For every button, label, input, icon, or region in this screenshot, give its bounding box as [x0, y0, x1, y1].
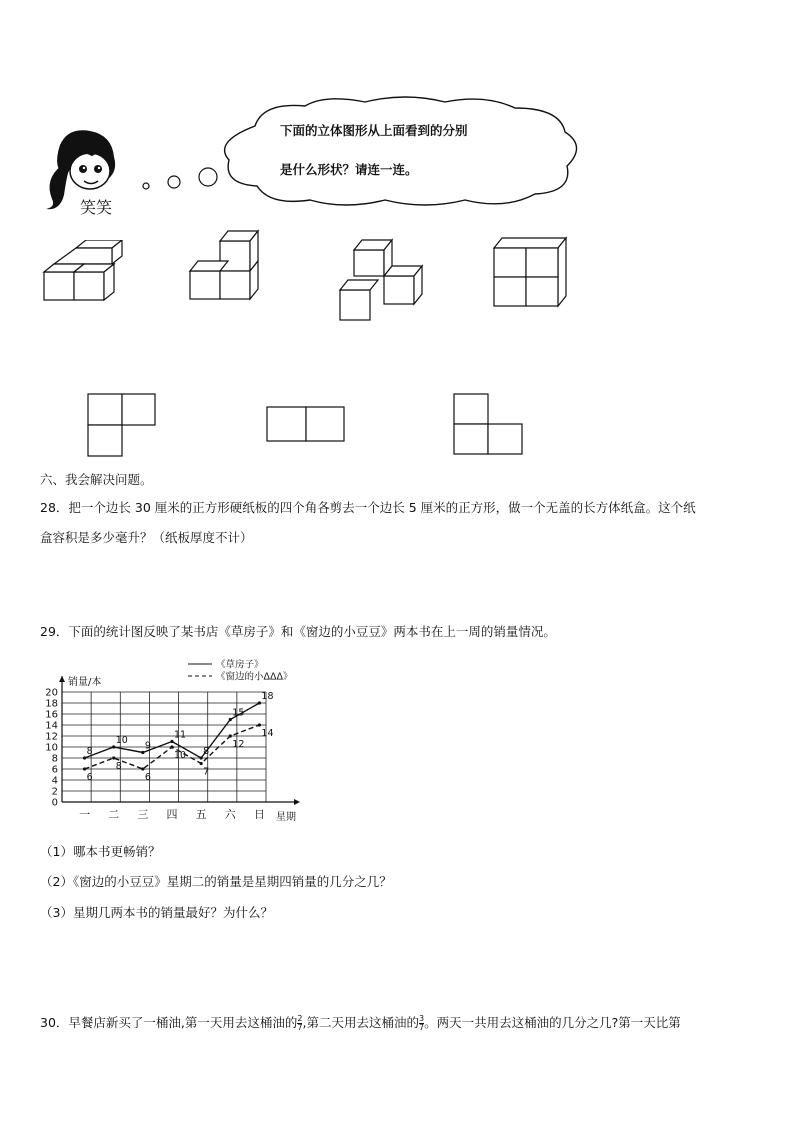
data-label: 11	[174, 729, 187, 741]
data-label: 9	[144, 740, 151, 752]
q30-frac2-num: 3	[418, 1014, 425, 1023]
q29-sub-1: （1）哪本书更畅销？	[40, 844, 161, 859]
y-tick-label: 8	[51, 753, 58, 765]
q30-part-2: ,第二天用去这桶油的	[302, 1015, 419, 1030]
data-point	[112, 756, 115, 759]
q30-frac2-den: 7	[418, 1023, 425, 1032]
data-label: 18	[261, 691, 274, 702]
character-label: 笑笑	[80, 198, 113, 217]
legend-label: 《草房子》	[216, 659, 264, 671]
data-point	[83, 767, 86, 770]
data-label: 6	[86, 772, 93, 783]
data-label: 15	[232, 707, 245, 719]
y-tick-label: 10	[45, 742, 58, 754]
data-label: 8	[203, 746, 210, 757]
x-tick-label: 二	[108, 808, 120, 821]
q28-line-2: 盒容积是多少毫升？（纸板厚度不计）	[40, 530, 253, 545]
speech-line-2: 是什么形状？请连一连。	[280, 162, 418, 177]
y-tick-label: 18	[45, 698, 58, 710]
data-label: 12	[232, 739, 245, 750]
data-label: 14	[261, 728, 274, 739]
y-axis-label: 销量/本	[68, 677, 102, 688]
q29-sub-3: （3）星期几两本书的销量最好？为什么？	[40, 905, 273, 920]
data-label: 7	[203, 766, 210, 778]
y-tick-label: 16	[45, 709, 58, 721]
x-tick-label: 六	[224, 808, 236, 821]
solid-figure-1	[40, 240, 130, 306]
x-tick-label: 五	[195, 808, 207, 821]
top-view-3	[452, 392, 526, 456]
q28-line-1: 28．把一个边长 30 厘米的正方形硬纸板的四个角各剪去一个边长 5 厘米的正方形，做一个无盖的长方体纸盒。这个纸	[40, 500, 696, 515]
q30-text	[40, 1015, 681, 1032]
q29-intro: 29．下面的统计图反映了某书店《草房子》和《窗边的小豆豆》两本书在上一周的销量情况。	[40, 624, 556, 639]
top-view-2	[265, 405, 347, 443]
q30-part-3: 。两天一共用去这桶油的几分之几?第一天比第	[424, 1015, 681, 1030]
speech-line-1: 下面的立体图形从上面看到的分别	[280, 123, 468, 138]
x-tick-label: 一	[79, 808, 91, 821]
thought-cloud	[215, 96, 585, 211]
solid-figure-4	[490, 236, 572, 310]
data-label: 8	[115, 761, 122, 772]
data-label: 10	[115, 735, 128, 746]
data-point	[229, 734, 232, 737]
y-tick-label: 6	[51, 764, 58, 776]
data-point	[258, 723, 261, 726]
x-tick-label: 日	[253, 808, 265, 821]
thought-dots	[138, 164, 222, 194]
y-axis-arrow	[59, 676, 65, 682]
y-tick-label: 0	[51, 797, 58, 809]
data-label: 10	[174, 750, 187, 761]
data-label: 8	[86, 746, 93, 757]
x-axis-arrow	[294, 799, 300, 805]
solid-figure-3	[336, 236, 430, 326]
solid-figure-2	[186, 225, 266, 303]
q30-part-1: 30．早餐店新买了一桶油,第一天用去这桶油的	[40, 1015, 298, 1030]
q29-sub-2: （2）《窗边的小豆豆》星期二的销量是星期四销量的几分之几？	[40, 874, 392, 889]
x-axis-label: 星期	[276, 812, 296, 823]
legend-label: 《窗边的小ΔΔΔ》	[216, 671, 293, 683]
y-tick-label: 12	[45, 731, 58, 743]
q30-frac1-den: 7	[297, 1023, 303, 1032]
data-label: 6	[144, 772, 151, 783]
y-tick-label: 14	[45, 720, 58, 732]
data-point	[170, 745, 173, 748]
y-tick-label: 20	[45, 687, 58, 699]
x-tick-label: 三	[137, 808, 149, 821]
data-point	[200, 762, 203, 765]
sales-line-chart	[36, 656, 326, 828]
girl-illustration	[38, 125, 138, 217]
data-point	[141, 767, 144, 770]
x-tick-label: 四	[166, 808, 178, 821]
q30-frac1-num: 2	[297, 1014, 303, 1023]
top-view-1	[86, 392, 158, 458]
y-tick-label: 2	[51, 786, 58, 798]
section-title: 六、我会解决问题。	[40, 472, 153, 487]
y-tick-label: 4	[51, 775, 58, 787]
